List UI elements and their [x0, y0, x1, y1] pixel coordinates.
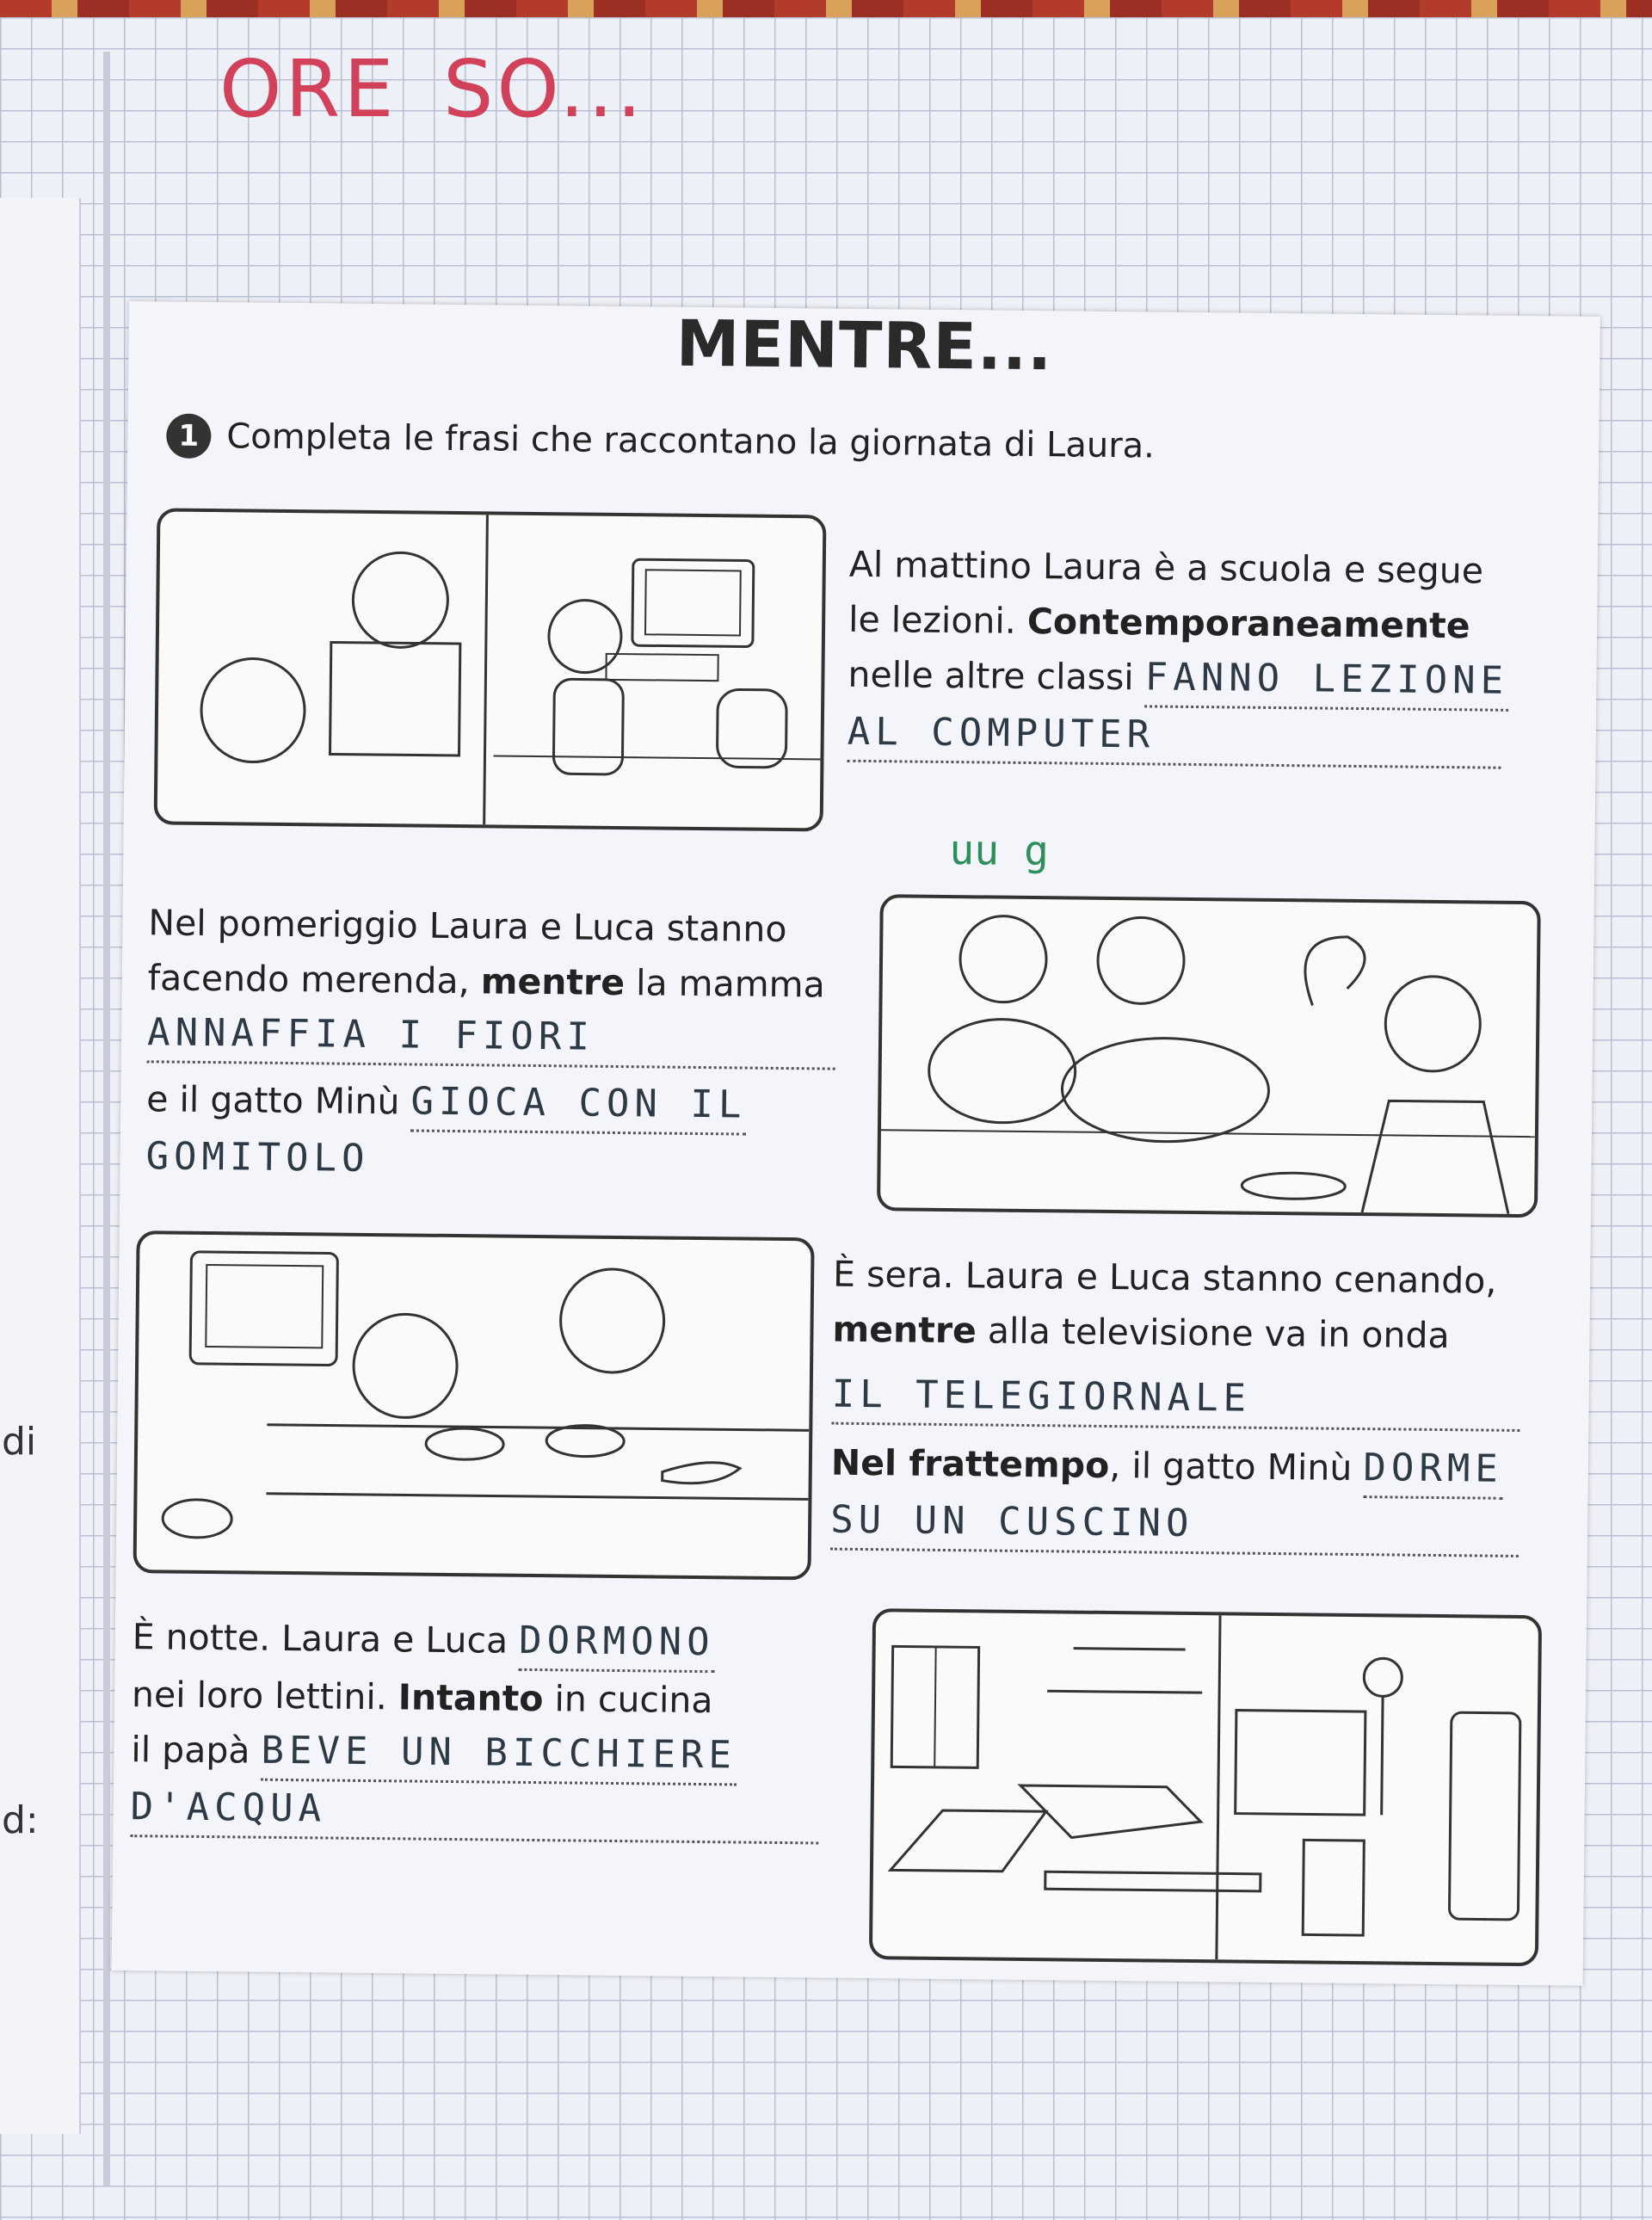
- dinner-drawing: [137, 1234, 811, 1576]
- sentence-3-line-1: È sera. Laura e Luca stanno cenando,: [832, 1253, 1497, 1302]
- answer-2c[interactable]: GOMITOLO: [145, 1134, 370, 1181]
- answer-1b[interactable]: AL COMPUTER: [847, 705, 1501, 769]
- sentence-4-line-1: [132, 1609, 872, 1674]
- illustration-night: [869, 1608, 1542, 1966]
- answer-1a[interactable]: FANNO LEZIONE: [1144, 650, 1508, 711]
- answer-4a[interactable]: DORMONO: [519, 1613, 715, 1673]
- keyword-mentre-1: mentre: [480, 960, 626, 1004]
- sentence-3: [830, 1247, 1582, 1558]
- sentence-1-line-2: [848, 592, 1589, 655]
- sentence-2-text-3: e il gatto Minù: [146, 1078, 411, 1123]
- sentence-4-text-2: nei loro lettini.: [131, 1674, 399, 1718]
- worksheet-title: MENTRE...: [675, 306, 1053, 385]
- keyword-contemporaneamente: Contemporaneamente: [1026, 600, 1470, 647]
- sentence-1-line-4: [847, 705, 1587, 770]
- sentence-3-text-2: , il gatto Minù: [1109, 1445, 1364, 1489]
- instruction: [166, 413, 1155, 468]
- answer-4b[interactable]: BEVE UN BICCHIERE: [261, 1724, 737, 1786]
- answer-4c[interactable]: D'ACQUA: [130, 1779, 819, 1844]
- answer-3a[interactable]: IL TELEGIORNALE: [831, 1367, 1520, 1432]
- sentence-1-line-1: Al mattino Laura è a scuola e segue: [848, 543, 1484, 592]
- green-annotation: uu g: [949, 826, 1050, 876]
- answer-3b[interactable]: DORME: [1363, 1440, 1503, 1500]
- sentence-2-text: facendo merenda,: [147, 957, 481, 1002]
- page-edge: [103, 52, 110, 2186]
- keyword-nel-frattempo: Nel frattempo: [830, 1441, 1110, 1487]
- keyword-mentre-2: mentre: [832, 1308, 977, 1352]
- night-drawing: [872, 1612, 1538, 1963]
- instruction-text: Completa le frasi che raccontano la giornata di Laura.: [226, 416, 1156, 466]
- sentence-4: [130, 1609, 872, 1845]
- answer-2a[interactable]: ANNAFFIA I FIORI: [147, 1005, 836, 1070]
- sentence-1: [847, 537, 1589, 770]
- left-fragment-1: di: [2, 1420, 37, 1464]
- sentence-4-line-4: [130, 1779, 871, 1845]
- illustration-snack-time: [877, 894, 1541, 1218]
- sentence-4-text: È notte. Laura e Luca: [132, 1616, 520, 1662]
- handwritten-note-ore: ORE: [219, 43, 398, 135]
- sentence-4-text-3: in cucina: [543, 1678, 713, 1722]
- sentence-3-text: alla televisione va in onda: [976, 1310, 1450, 1357]
- sentence-4-line-3: [131, 1722, 872, 1787]
- left-page-strip: [0, 198, 81, 2134]
- sentence-1-text-2: nelle altre classi: [848, 653, 1146, 699]
- sentence-2: [145, 895, 854, 1192]
- answer-2b[interactable]: GIOCA CON IL: [410, 1074, 747, 1135]
- sentence-2-line-3: [147, 1005, 854, 1070]
- worksheet: [112, 301, 1600, 1986]
- sentence-2-text-2: la mamma: [624, 962, 825, 1006]
- classroom-drawing: [157, 511, 823, 828]
- sentence-3-line-5: [830, 1493, 1580, 1558]
- sentence-3-line-4: [831, 1435, 1581, 1501]
- handwritten-note-so: SO...: [443, 43, 645, 135]
- keyword-intanto: Intanto: [398, 1676, 544, 1720]
- sentence-2-line-4: [146, 1071, 853, 1137]
- illustration-dinner: [133, 1230, 815, 1580]
- sentence-2-line-2: [147, 950, 854, 1013]
- snack-time-drawing: [880, 897, 1538, 1214]
- sentence-2-line-5: [145, 1129, 852, 1192]
- sentence-4-line-2: [132, 1667, 872, 1730]
- sentence-1-text: le lezioni.: [848, 598, 1028, 642]
- left-fragment-2: d:: [2, 1798, 39, 1842]
- illustration-classroom: [154, 508, 827, 831]
- sentence-4-text-4: il papà: [131, 1729, 262, 1772]
- sentence-1-line-3: [848, 647, 1588, 712]
- sentence-3-line-2: [832, 1302, 1581, 1365]
- exercise-number-badge: 1: [166, 413, 212, 459]
- sentence-3-line-3: [831, 1367, 1581, 1433]
- sentence-2-line-1: Nel pomeriggio Laura e Luca stanno: [148, 902, 787, 951]
- answer-3c[interactable]: SU UN CUSCINO: [830, 1493, 1519, 1557]
